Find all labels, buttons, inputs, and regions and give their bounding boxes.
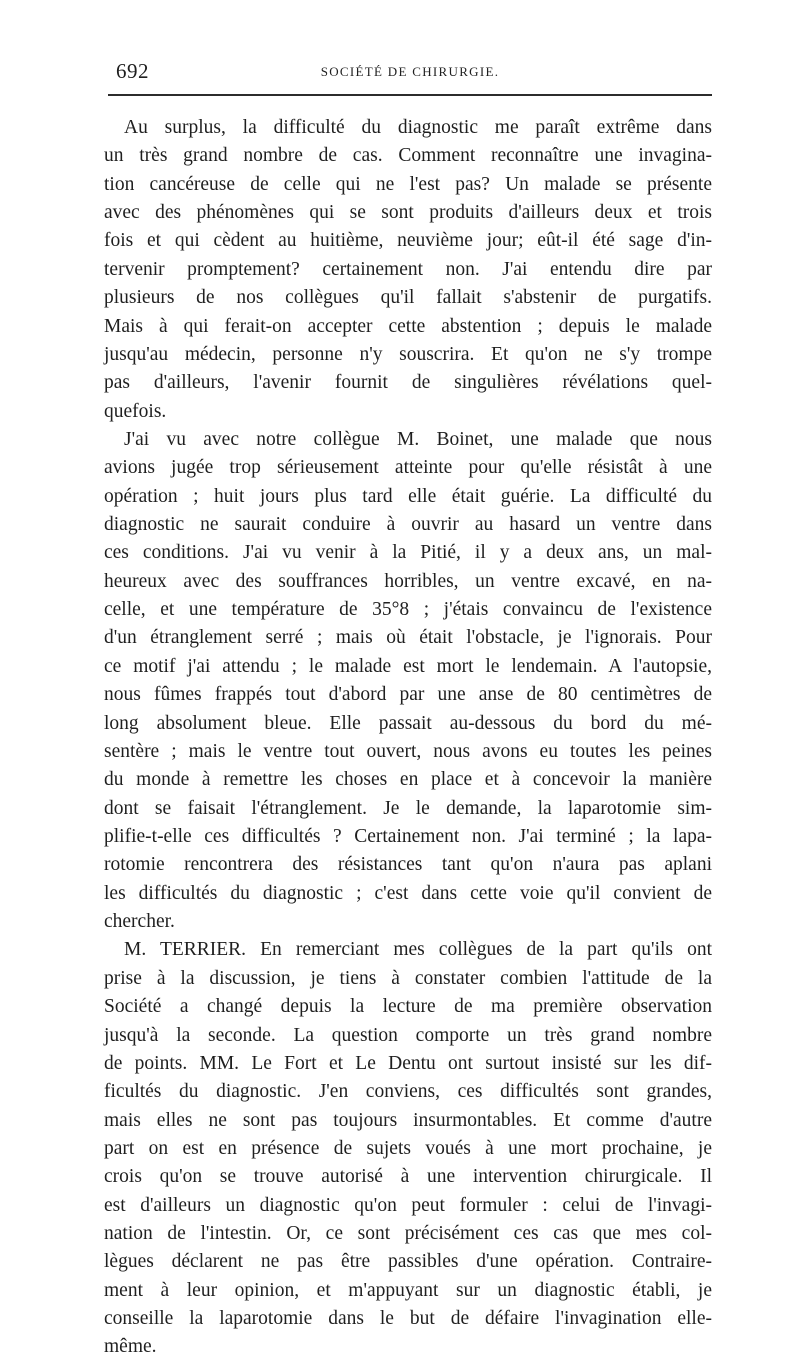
- text-line: d'un étranglement serré ; mais où était l'obstacle, je l'ignorais. Pour: [104, 627, 712, 649]
- text-line: Société a changé depuis la lecture de ma première observation: [104, 996, 712, 1018]
- text-line: de points. MM. Le Fort et Le Dentu ont surtout insisté sur les dif-: [104, 1052, 712, 1074]
- text-line: plifie-t-elle ces difficultés ? Certainement non. J'ai terminé ; la lapa-: [104, 825, 712, 847]
- text-line: même.: [104, 1336, 157, 1358]
- text-line: mais elles ne sont pas toujours insurmontables. Et comme d'autre: [104, 1109, 712, 1131]
- text-line: diagnostic ne saurait conduire à ouvrir au hasard un ventre dans: [104, 514, 712, 536]
- text-line: les difficultés du diagnostic ; c'est dans cette voie qu'il convient de: [104, 882, 712, 904]
- text-line: du monde à remettre les choses en place et à concevoir la manière: [104, 769, 712, 791]
- text-line: quefois.: [104, 400, 167, 422]
- text-line: avions jugée trop sérieusement atteinte pour qu'elle résistât à une: [104, 457, 712, 479]
- text-line: rotomie rencontrera des résistances tant qu'on n'aura pas aplani: [104, 854, 712, 876]
- text-line: nous fûmes frappés tout d'abord par une anse de 80 centimètres de: [104, 684, 712, 706]
- text-line: sentère ; mais le ventre tout ouvert, nous avons eu toutes les peines: [104, 740, 712, 762]
- text-line: J'ai vu avec notre collègue M. Boinet, une malade que nous: [124, 428, 712, 450]
- text-line: part on est en présence de sujets voués à une mort prochaine, je: [104, 1137, 712, 1159]
- header-rule: [108, 94, 712, 96]
- text-line: dont se faisait l'étranglement. Je le demande, la laparotomie sim-: [104, 797, 712, 819]
- page-number: 692: [116, 59, 149, 83]
- text-line: jusqu'au médecin, personne n'y souscrira. Et qu'on ne s'y trompe: [104, 343, 712, 365]
- text-line: lègues déclarent ne pas être passibles d'une opération. Contraire-: [104, 1251, 712, 1273]
- text-line: tion cancéreuse de celle qui ne l'est pas? Un malade se présente: [104, 173, 712, 195]
- text-line: Mais à qui ferait-on accepter cette abstention ; depuis le malade: [104, 315, 712, 337]
- text-line: avec des phénomènes qui se sont produits d'ailleurs deux et trois: [104, 202, 712, 224]
- text-line: crois qu'on se trouve autorisé à une intervention chirurgicale. Il: [104, 1166, 712, 1188]
- text-line: un très grand nombre de cas. Comment reconnaître une invagina-: [104, 145, 712, 167]
- text-line: celle, et une température de 35°8 ; j'étais convaincu de l'existence: [104, 599, 712, 621]
- text-line: nation de l'intestin. Or, ce sont précisément ces cas que mes col-: [104, 1223, 712, 1245]
- text-line: jusqu'à la seconde. La question comporte un très grand nombre: [104, 1024, 712, 1046]
- text-line: opération ; huit jours plus tard elle était guérie. La difficulté du: [104, 485, 712, 507]
- text-line: plusieurs de nos collègues qu'il fallait s'abstenir de purgatifs.: [104, 287, 712, 309]
- text-line: prise à la discussion, je tiens à constater combien l'attitude de la: [104, 967, 712, 989]
- text-line: ces conditions. J'ai vu venir à la Pitié, il y a deux ans, un mal-: [104, 542, 712, 564]
- running-head: [110, 58, 710, 84]
- text-line: est d'ailleurs un diagnostic qu'on peut formuler : celui de l'invagi-: [104, 1194, 712, 1216]
- text-line: fois et qui cèdent au huitième, neuvième jour; eût-il été sage d'in-: [104, 230, 712, 252]
- text-line: tervenir promptement? certainement non. J'ai entendu dire par: [104, 258, 712, 280]
- body-text: [104, 114, 712, 1362]
- text-line: chercher.: [104, 911, 175, 933]
- text-line: ficultés du diagnostic. J'en conviens, ces difficultés sont grandes,: [104, 1081, 712, 1103]
- running-title: SOCIÉTÉ DE CHIRURGIE.: [320, 64, 500, 79]
- text-line: ce motif j'ai attendu ; le malade est mort le lendemain. A l'autopsie,: [104, 655, 712, 677]
- text-line: conseille la laparotomie dans le but de défaire l'invagination elle-: [104, 1308, 712, 1330]
- text-line: Au surplus, la difficulté du diagnostic me paraît extrême dans: [124, 117, 712, 138]
- text-line: pas d'ailleurs, l'avenir fournit de singulières révélations quel-: [104, 372, 712, 394]
- text-line: long absolument bleue. Elle passait au-dessous du bord du mé-: [104, 712, 712, 734]
- text-line: ment à leur opinion, et m'appuyant sur un diagnostic établi, je: [104, 1279, 712, 1301]
- text-line: M. TERRIER. En remerciant mes collègues de la part qu'ils ont: [124, 939, 712, 961]
- text-line: heureux avec des souffrances horribles, un ventre excavé, en na-: [104, 570, 712, 592]
